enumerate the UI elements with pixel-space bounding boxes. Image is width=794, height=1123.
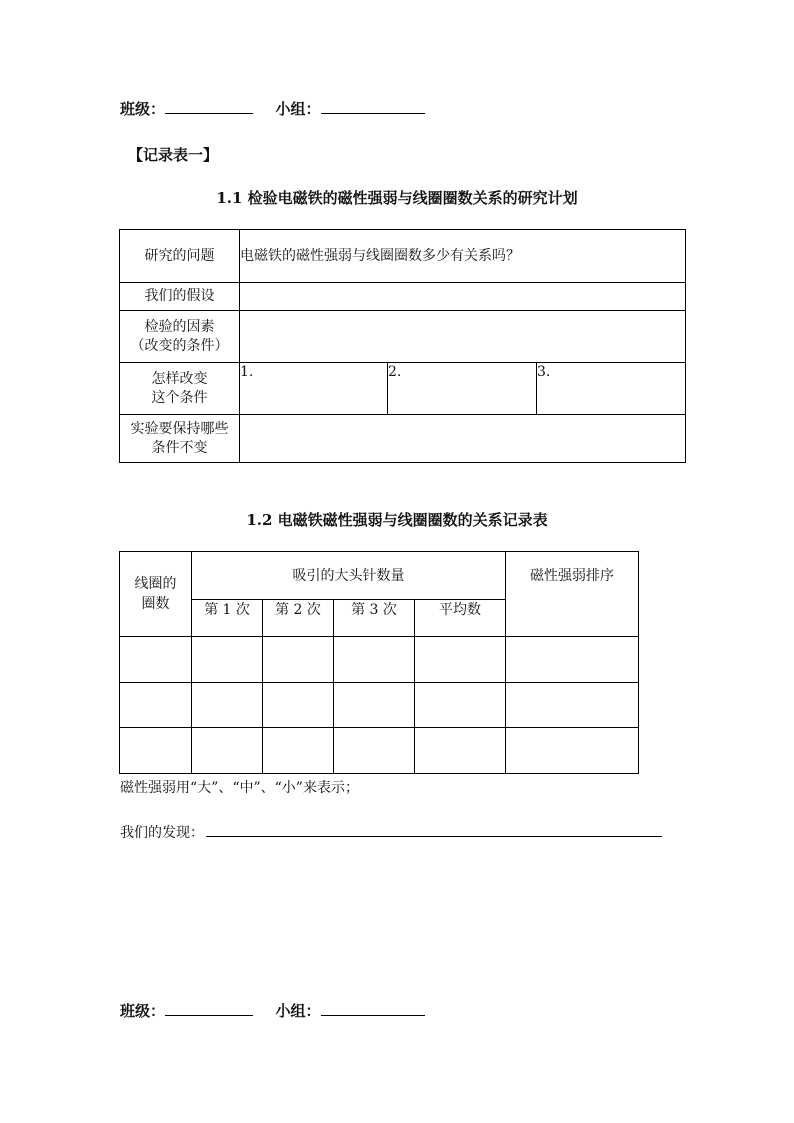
coil-header-line1: 线圈的 — [134, 576, 177, 592]
change-option-1[interactable]: 1. — [240, 363, 388, 415]
table-cell[interactable] — [415, 637, 506, 683]
question-label: 研究的问题 — [120, 230, 240, 283]
table-cell[interactable] — [120, 728, 192, 774]
findings-blank[interactable] — [206, 822, 662, 837]
constant-label-line2: 条件不变 — [151, 439, 208, 456]
table-cell[interactable] — [334, 637, 415, 683]
change-label-line2: 这个条件 — [151, 389, 208, 406]
change-option-3[interactable]: 3. — [537, 363, 686, 415]
group-blank[interactable] — [321, 1001, 425, 1016]
table-cell[interactable] — [192, 637, 263, 683]
trial-2-header: 第 2 次 — [263, 600, 334, 637]
group-label: 小组： — [275, 100, 321, 118]
table-cell[interactable] — [506, 728, 639, 774]
factor-field[interactable] — [240, 311, 686, 363]
table-row — [120, 728, 639, 774]
group-blank[interactable] — [321, 99, 425, 114]
pins-count-header: 吸引的大头针数量 — [192, 552, 506, 600]
table-cell[interactable] — [506, 637, 639, 683]
table-cell[interactable] — [263, 728, 334, 774]
constant-label-line1: 实验要保持哪些 — [130, 420, 229, 437]
factor-label — [120, 311, 240, 363]
coil-header-line2: 圈数 — [141, 596, 170, 612]
findings-label: 我们的发现： — [120, 825, 204, 841]
findings-row — [120, 822, 662, 842]
class-blank[interactable] — [165, 99, 253, 114]
strength-note: 磁性强弱用“大”、“中”、“小”来表示； — [120, 780, 359, 796]
class-label: 班级： — [120, 100, 166, 118]
average-header: 平均数 — [415, 600, 506, 637]
table-cell[interactable] — [334, 683, 415, 728]
plan-title: 1.1 检验电磁铁的磁性强弱与线圈圈数关系的研究计划 — [216, 189, 578, 207]
change-label — [120, 363, 240, 415]
factor-label-line2: （改变的条件） — [130, 337, 229, 354]
table-cell[interactable] — [120, 683, 192, 728]
table-cell[interactable] — [120, 637, 192, 683]
class-group-header-top — [120, 98, 425, 119]
coil-count-header — [120, 552, 192, 637]
hypothesis-label: 我们的假设 — [120, 283, 240, 311]
question-value: 电磁铁的磁性强弱与线圈圈数多少有关系吗？ — [240, 230, 686, 283]
class-blank[interactable] — [165, 1001, 253, 1016]
change-label-line1: 怎样改变 — [151, 370, 208, 387]
class-group-header-bottom — [120, 1000, 425, 1021]
table-row — [120, 637, 639, 683]
table-cell[interactable] — [263, 637, 334, 683]
constant-field[interactable] — [240, 415, 686, 463]
record-table — [119, 551, 639, 774]
trial-1-header: 第 1 次 — [192, 600, 263, 637]
research-plan-table — [119, 229, 686, 463]
trial-3-header: 第 3 次 — [334, 600, 415, 637]
table-cell[interactable] — [415, 728, 506, 774]
table-cell[interactable] — [192, 728, 263, 774]
table-cell[interactable] — [415, 683, 506, 728]
change-option-2[interactable]: 2. — [388, 363, 537, 415]
table-row — [120, 683, 639, 728]
factor-label-line1: 检验的因素 — [144, 318, 215, 335]
constant-label — [120, 415, 240, 463]
record-table-label: 【记录表一】 — [128, 146, 219, 164]
group-label: 小组： — [275, 1002, 321, 1020]
table-cell[interactable] — [263, 683, 334, 728]
class-label: 班级： — [120, 1002, 166, 1020]
strength-rank-header: 磁性强弱排序 — [506, 552, 639, 637]
hypothesis-field[interactable] — [240, 283, 686, 311]
table-cell[interactable] — [506, 683, 639, 728]
table-cell[interactable] — [192, 683, 263, 728]
record-title: 1.2 电磁铁磁性强弱与线圈圈数的关系记录表 — [246, 511, 548, 529]
table-cell[interactable] — [334, 728, 415, 774]
